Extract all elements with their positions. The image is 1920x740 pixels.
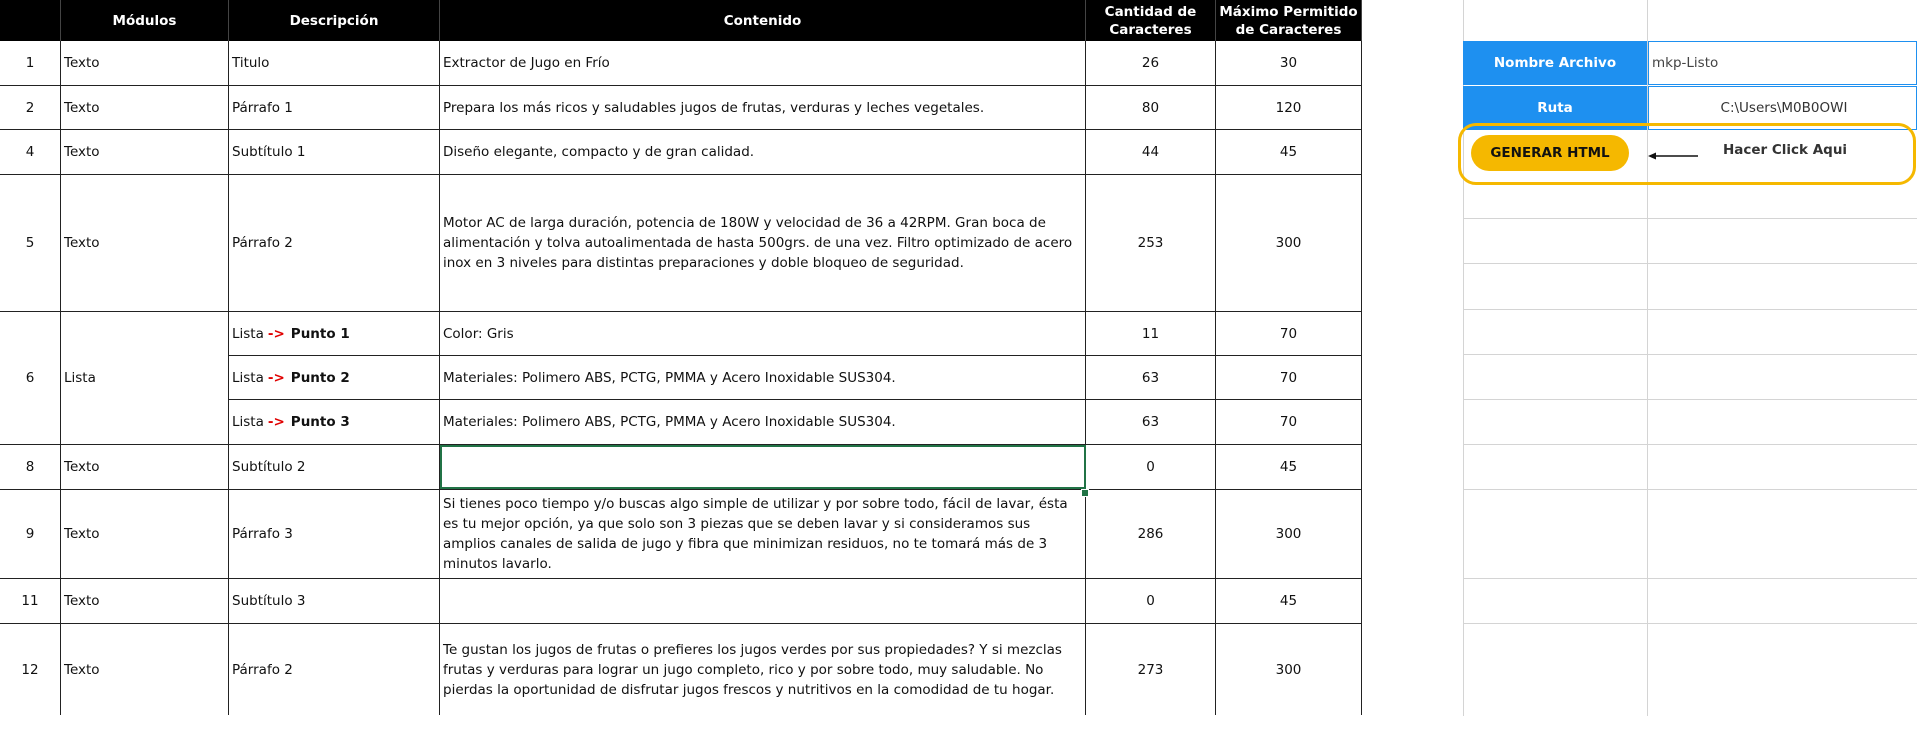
contenido-cell[interactable]: Color: Gris: [440, 312, 1086, 355]
row-number[interactable]: 9: [0, 490, 61, 578]
maximo-cell[interactable]: 300: [1216, 490, 1362, 578]
header-index[interactable]: [0, 0, 61, 41]
contenido-cell[interactable]: Te gustan los jugos de frutas o prefieres los jugos verdes por sus propiedades? Y si mezclas frutas y verduras para lograr un jugo completo, rico y por sobre todo, muy saludable. No pierdas la oportunidad de disfrutar jugos frescos y nutritivos en la comodidad de tu hogar.: [440, 624, 1086, 715]
cantidad-cell[interactable]: 0: [1086, 579, 1216, 623]
descripcion-cell[interactable]: Subtítulo 3: [229, 579, 440, 623]
modulo-cell[interactable]: Texto: [61, 579, 229, 623]
arrow-glyph: ->: [267, 414, 285, 430]
contenido-cell[interactable]: [440, 579, 1086, 623]
contenido-cell[interactable]: Si tienes poco tiempo y/o buscas algo simple de utilizar y por sobre todo, fácil de lavar, ésta es tu mejor opción, ya que solo son 3 piezas que se deben lavar y si consideramos sus amplios canales de salida de jugo y fibra que minimizan residuos, no te tomará más de 3 minutos lavarlo.: [440, 490, 1086, 578]
nombre-archivo-label: Nombre Archivo: [1463, 41, 1647, 85]
cantidad-cell[interactable]: 0: [1086, 445, 1216, 489]
lista-prefix: Lista: [232, 414, 264, 430]
contenido-cell[interactable]: Diseño elegante, compacto y de gran calidad.: [440, 130, 1086, 174]
fill-handle[interactable]: [1081, 489, 1089, 497]
gridline: [1463, 623, 1917, 624]
list-item: [229, 312, 1362, 356]
cantidad-cell[interactable]: 286: [1086, 490, 1216, 578]
gridline: [1463, 399, 1917, 400]
maximo-cell[interactable]: 70: [1216, 356, 1362, 399]
contenido-cell[interactable]: Materiales: Polimero ABS, PCTG, PMMA y Acero Inoxidable SUS304.: [440, 356, 1086, 399]
header-maximo[interactable]: Máximo Permitido de Caracteres: [1216, 0, 1362, 41]
table-row: [0, 624, 1362, 715]
maximo-cell[interactable]: 45: [1216, 445, 1362, 489]
selected-contenido-cell[interactable]: [440, 445, 1086, 489]
cantidad-cell[interactable]: 26: [1086, 41, 1216, 85]
descripcion-cell[interactable]: [229, 400, 440, 444]
gridline: [1463, 354, 1917, 355]
table-row: [0, 130, 1362, 175]
row-number[interactable]: 11: [0, 579, 61, 623]
descripcion-cell[interactable]: Subtítulo 2: [229, 445, 440, 489]
maximo-cell[interactable]: 30: [1216, 41, 1362, 85]
header-cantidad[interactable]: Cantidad de Caracteres: [1086, 0, 1216, 41]
modulo-cell[interactable]: Texto: [61, 624, 229, 715]
cantidad-cell[interactable]: 63: [1086, 400, 1216, 444]
generar-html-button[interactable]: GENERAR HTML: [1471, 135, 1629, 171]
row-number[interactable]: 6: [0, 312, 61, 444]
descripcion-cell[interactable]: [229, 356, 440, 399]
maximo-cell[interactable]: 45: [1216, 130, 1362, 174]
maximo-cell[interactable]: 300: [1216, 175, 1362, 311]
gridline: [1463, 218, 1917, 219]
descripcion-cell[interactable]: [229, 312, 440, 355]
descripcion-cell[interactable]: Párrafo 2: [229, 624, 440, 715]
punto-label: Punto 1: [290, 325, 350, 342]
gridline: [1463, 263, 1917, 264]
table-row: [0, 86, 1362, 130]
descripcion-cell[interactable]: Párrafo 2: [229, 175, 440, 311]
gridline: [1463, 489, 1917, 490]
cantidad-cell[interactable]: 63: [1086, 356, 1216, 399]
descripcion-cell[interactable]: Párrafo 3: [229, 490, 440, 578]
contenido-cell[interactable]: Prepara los más ricos y saludables jugos de frutas, verduras y leches vegetales.: [440, 86, 1086, 129]
row-number[interactable]: 4: [0, 130, 61, 174]
arrow-left-icon: [1648, 152, 1698, 160]
row-number[interactable]: 2: [0, 86, 61, 129]
modulo-cell[interactable]: Texto: [61, 41, 229, 85]
cantidad-cell[interactable]: 253: [1086, 175, 1216, 311]
ruta-label: Ruta: [1463, 86, 1647, 130]
modulo-cell[interactable]: Texto: [61, 490, 229, 578]
nombre-archivo-field[interactable]: mkp-Listo: [1648, 41, 1917, 85]
header-modulos[interactable]: Módulos: [61, 0, 229, 41]
row-number[interactable]: 8: [0, 445, 61, 489]
table-row: [0, 445, 1362, 490]
lista-items: [229, 312, 1362, 444]
punto-label: Punto 3: [290, 414, 350, 430]
modulo-cell[interactable]: Texto: [61, 175, 229, 311]
modulo-cell[interactable]: Texto: [61, 130, 229, 174]
descripcion-cell[interactable]: Titulo: [229, 41, 440, 85]
maximo-cell[interactable]: 120: [1216, 86, 1362, 129]
modulo-cell[interactable]: Texto: [61, 445, 229, 489]
modulo-cell[interactable]: Lista: [61, 312, 229, 444]
contenido-cell[interactable]: Extractor de Jugo en Frío: [440, 41, 1086, 85]
lista-group: [0, 312, 1362, 445]
lista-prefix: Lista: [232, 369, 264, 386]
lista-prefix: Lista: [232, 325, 264, 342]
maximo-cell[interactable]: 300: [1216, 624, 1362, 715]
ruta-field[interactable]: C:\Users\M0B0OWI: [1648, 86, 1917, 130]
row-number[interactable]: 1: [0, 41, 61, 85]
arrow-glyph: ->: [267, 325, 285, 342]
list-item: [229, 356, 1362, 400]
cantidad-cell[interactable]: 80: [1086, 86, 1216, 129]
cantidad-cell[interactable]: 11: [1086, 312, 1216, 355]
maximo-cell[interactable]: 45: [1216, 579, 1362, 623]
cantidad-cell[interactable]: 273: [1086, 624, 1216, 715]
header-contenido[interactable]: Contenido: [440, 0, 1086, 41]
contenido-cell[interactable]: Materiales: Polimero ABS, PCTG, PMMA y Acero Inoxidable SUS304.: [440, 400, 1086, 444]
gridline: [1463, 309, 1917, 310]
row-number[interactable]: 12: [0, 624, 61, 715]
table-row: [0, 175, 1362, 312]
header-descripcion[interactable]: Descripción: [229, 0, 440, 41]
row-number[interactable]: 5: [0, 175, 61, 311]
click-hint-label: Hacer Click Aqui: [1722, 142, 1848, 158]
list-item: [229, 400, 1362, 444]
contenido-cell[interactable]: Motor AC de larga duración, potencia de 180W y velocidad de 36 a 42RPM. Gran boca de alimentación y tolva autoalimentada de hasta 500grs. de una vez. Filtro optimizado de acero inox en 3 niveles para distintas preparaciones y doble bloqueo de seguridad.: [440, 175, 1086, 311]
gridline: [1463, 444, 1917, 445]
table-row: [0, 41, 1362, 86]
punto-label: Punto 2: [290, 369, 350, 386]
table-row: [0, 579, 1362, 624]
cantidad-cell[interactable]: 44: [1086, 130, 1216, 174]
gridline: [1463, 578, 1917, 579]
descripcion-cell[interactable]: Subtítulo 1: [229, 130, 440, 174]
arrow-glyph: ->: [267, 369, 285, 386]
table-row: [0, 490, 1362, 579]
maximo-cell[interactable]: 70: [1216, 400, 1362, 444]
modulo-cell[interactable]: Texto: [61, 86, 229, 129]
maximo-cell[interactable]: 70: [1216, 312, 1362, 355]
descripcion-cell[interactable]: Párrafo 1: [229, 86, 440, 129]
header-row: [0, 0, 1362, 41]
